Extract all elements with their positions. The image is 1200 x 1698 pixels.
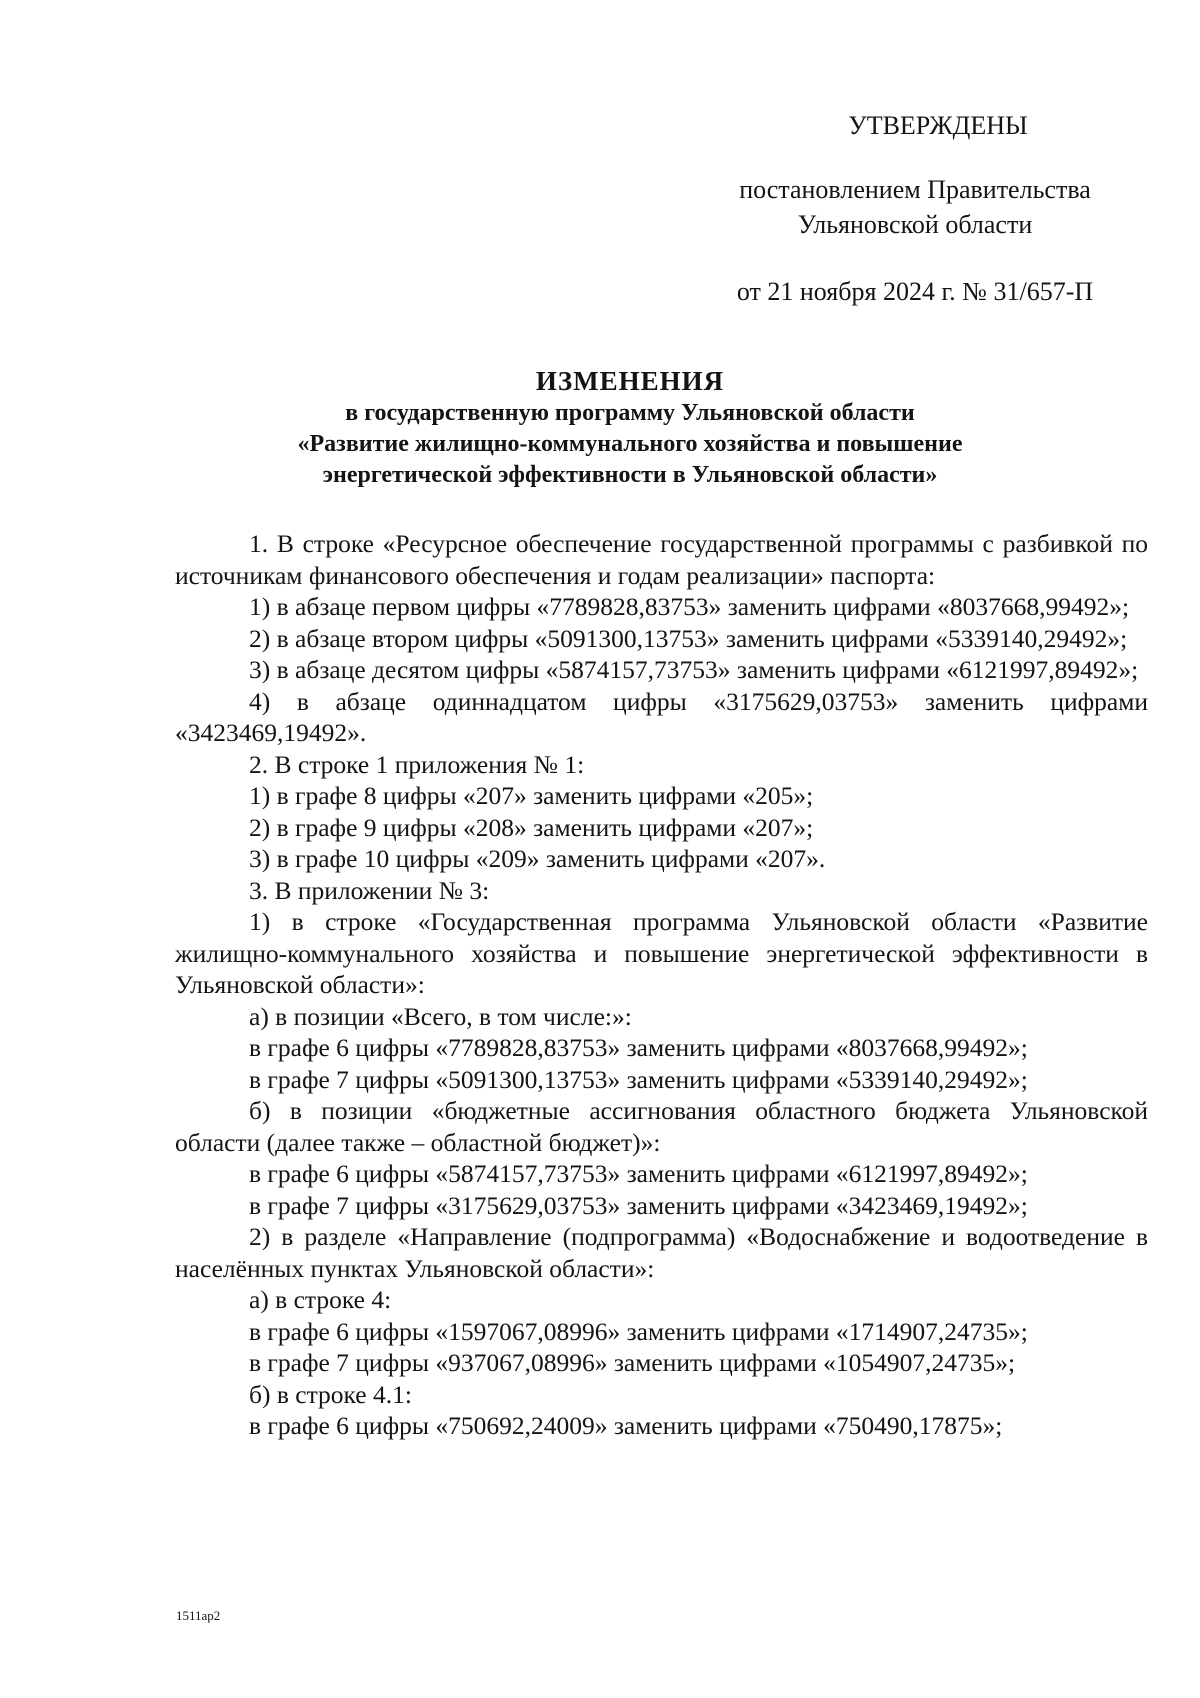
paragraph: б) в позиции «бюджетные ассигнования областного бюджета Ульяновской области (далее также – областной бюджет)»:	[175, 1096, 1148, 1157]
paragraph: 1) в абзаце первом цифры «7789828,83753» заменить цифрами «8037668,99492»;	[249, 592, 1130, 621]
paragraph: в графе 6 цифры «5874157,73753» заменить цифрами «6121997,89492»;	[249, 1159, 1028, 1188]
paragraph: б) в строке 4.1:	[249, 1379, 412, 1409]
approved-by-line-2: Ульяновской области	[797, 210, 1033, 239]
heading-line-1: в государственную программу Ульяновской области	[345, 400, 915, 426]
paragraph: 1) в графе 8 цифры «207» заменить цифрами «205»;	[249, 781, 814, 810]
approved-by-line-1: постановлением Правительства	[739, 175, 1091, 204]
paragraph: 1) в строке «Государственная программа Ульяновской области «Развитие жилищно-коммунального хозяйства и повышение энергетической эффективности в Ульяновской области»:	[175, 907, 1148, 999]
approved-by	[680, 172, 1150, 242]
document-body	[175, 528, 1148, 1442]
resolution-date: от 21 ноября 2024 г. № 31/657-П	[736, 277, 1094, 306]
document-heading	[165, 364, 1095, 491]
paragraph: в графе 7 цифры «937067,08996» заменить цифрами «1054907,24735»;	[249, 1348, 1016, 1377]
paragraph: 2) в разделе «Направление (подпрограмма) «Водоснабжение и водоотведение в населённых пунктах Ульяновской области»:	[175, 1222, 1148, 1283]
paragraph: 2) в абзаце втором цифры «5091300,13753» заменить цифрами «5339140,29492»;	[249, 623, 1128, 653]
paragraph: а) в строке 4:	[249, 1285, 392, 1314]
paragraph: 2. В строке 1 приложения № 1:	[249, 749, 585, 779]
paragraph: 1. В строке «Ресурсное обеспечение государственной программы с разбивкой по источникам финансового обеспечения и годам реализации» паспорта:	[175, 529, 1148, 590]
paragraph: в графе 6 цифры «7789828,83753» заменить цифрами «8037668,99492»;	[249, 1033, 1028, 1062]
paragraph: 3) в графе 10 цифры «209» заменить цифрами «207».	[249, 844, 826, 873]
paragraph: в графе 6 цифры «750692,24009» заменить цифрами «750490,17875»;	[249, 1411, 1003, 1440]
paragraph: а) в позиции «Всего, в том числе:»:	[249, 1001, 632, 1031]
paragraph: в графе 7 цифры «5091300,13753» заменить цифрами «5339140,29492»;	[249, 1064, 1028, 1094]
heading-line-3: энергетической эффективности в Ульяновской области»	[322, 462, 938, 488]
paragraph: 4) в абзаце одиннадцатом цифры «3175629,03753» заменить цифрами «3423469,19492».	[175, 686, 1148, 747]
paragraph: в графе 6 цифры «1597067,08996» заменить цифрами «1714907,24735»;	[249, 1316, 1028, 1346]
paragraph: 3) в абзаце десятом цифры «5874157,73753» заменить цифрами «6121997,89492»;	[249, 655, 1139, 684]
paragraph: 3. В приложении № 3:	[249, 875, 490, 905]
paragraph: 2) в графе 9 цифры «208» заменить цифрами «207»;	[249, 812, 814, 842]
paragraph: в графе 7 цифры «3175629,03753» заменить цифрами «3423469,19492»;	[249, 1190, 1028, 1220]
footer-document-code: 1511ар2	[176, 1608, 221, 1623]
approved-label: УТВЕРЖДЕНЫ	[848, 111, 1028, 140]
heading-line-2: «Развитие жилищно-коммунального хозяйства и повышение	[297, 431, 963, 457]
approval-stamp	[680, 108, 1150, 309]
document-title: ИЗМЕНЕНИЯ	[535, 366, 725, 396]
